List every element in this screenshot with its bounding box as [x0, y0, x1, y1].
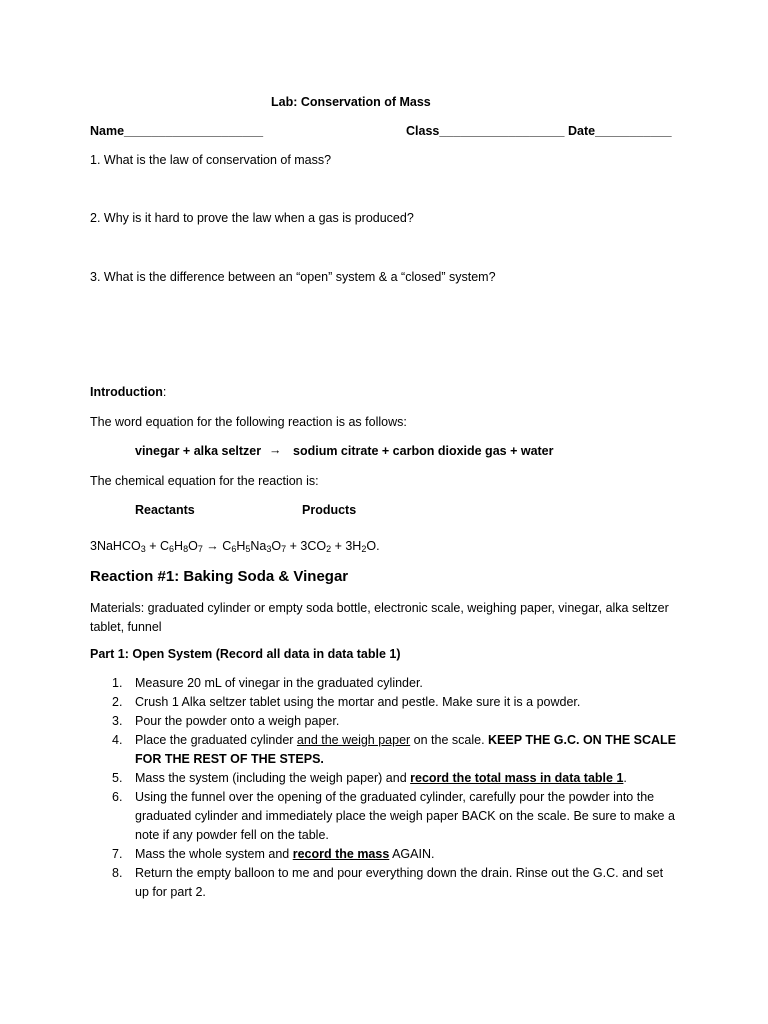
reactants-label: Reactants [135, 503, 195, 517]
step-1: 1. Measure 20 mL of vinegar in the graduated cylinder. [112, 676, 423, 690]
name-field[interactable]: Name____________________ [90, 124, 264, 138]
page-title: Lab: Conservation of Mass [271, 95, 431, 109]
step-2: 2. Crush 1 Alka seltzer tablet using the mortar and pestle. Make sure it is a powder. [112, 695, 581, 709]
step-6: 6. Using the funnel over the opening of the graduated cylinder, carefully pour the powder into the graduated cylinder and immediately place the weigh paper BACK on the scale. Be sure to make a note if any powder fell on the table. [112, 790, 675, 842]
step-8: 8. Return the empty balloon to me and pour everything down the drain. Rinse out the G.C. and set up for part 2. [112, 866, 664, 899]
word-equation-products: sodium citrate + carbon dioxide gas + water [293, 444, 554, 458]
question-1: 1. What is the law of conservation of mass? [90, 153, 332, 167]
step-3: 3. Pour the powder onto a weigh paper. [112, 714, 340, 728]
reaction-arrow-icon: → [269, 443, 282, 457]
step-4: 4. Place the graduated cylinder and the weigh paper on the scale. KEEP THE G.C. ON THE SCALE FOR THE REST OF THE STEPS. [112, 733, 677, 766]
introduction-heading: Introduction: [90, 385, 167, 399]
products-label: Products [302, 503, 357, 517]
step-7: 7. Mass the whole system and record the mass AGAIN. [112, 847, 435, 861]
reaction-heading: Reaction #1: Baking Soda & Vinegar [90, 568, 349, 585]
word-equation-reactants: vinegar + alka seltzer [135, 444, 262, 458]
question-2: 2. Why is it hard to prove the law when a gas is produced? [90, 211, 414, 225]
word-equation-intro: The word equation for the following reaction is as follows: [90, 415, 407, 429]
materials-text: Materials: graduated cylinder or empty soda bottle, electronic scale, weighing paper, vinegar, alka seltzer tablet, funnel [90, 601, 669, 634]
step-5: 5. Mass the system (including the weigh paper) and record the total mass in data table 1. [112, 771, 627, 785]
procedure-steps [90, 674, 680, 902]
part-1-heading: Part 1: Open System (Record all data in data table 1) [90, 647, 401, 661]
question-3: 3. What is the difference between an “open” system & a “closed” system? [90, 270, 496, 284]
chemical-equation: 3NaHCO$_3$ + $C_6H_8O_7 \to C_6H_5Na_3O_7 + 3CO_2 + 3H_2O$. [90, 539, 380, 554]
chemical-equation-intro: The chemical equation for the reaction is: [90, 474, 319, 488]
date-field[interactable]: Date___________ [568, 124, 672, 138]
class-field[interactable]: Class__________________ [406, 124, 565, 138]
